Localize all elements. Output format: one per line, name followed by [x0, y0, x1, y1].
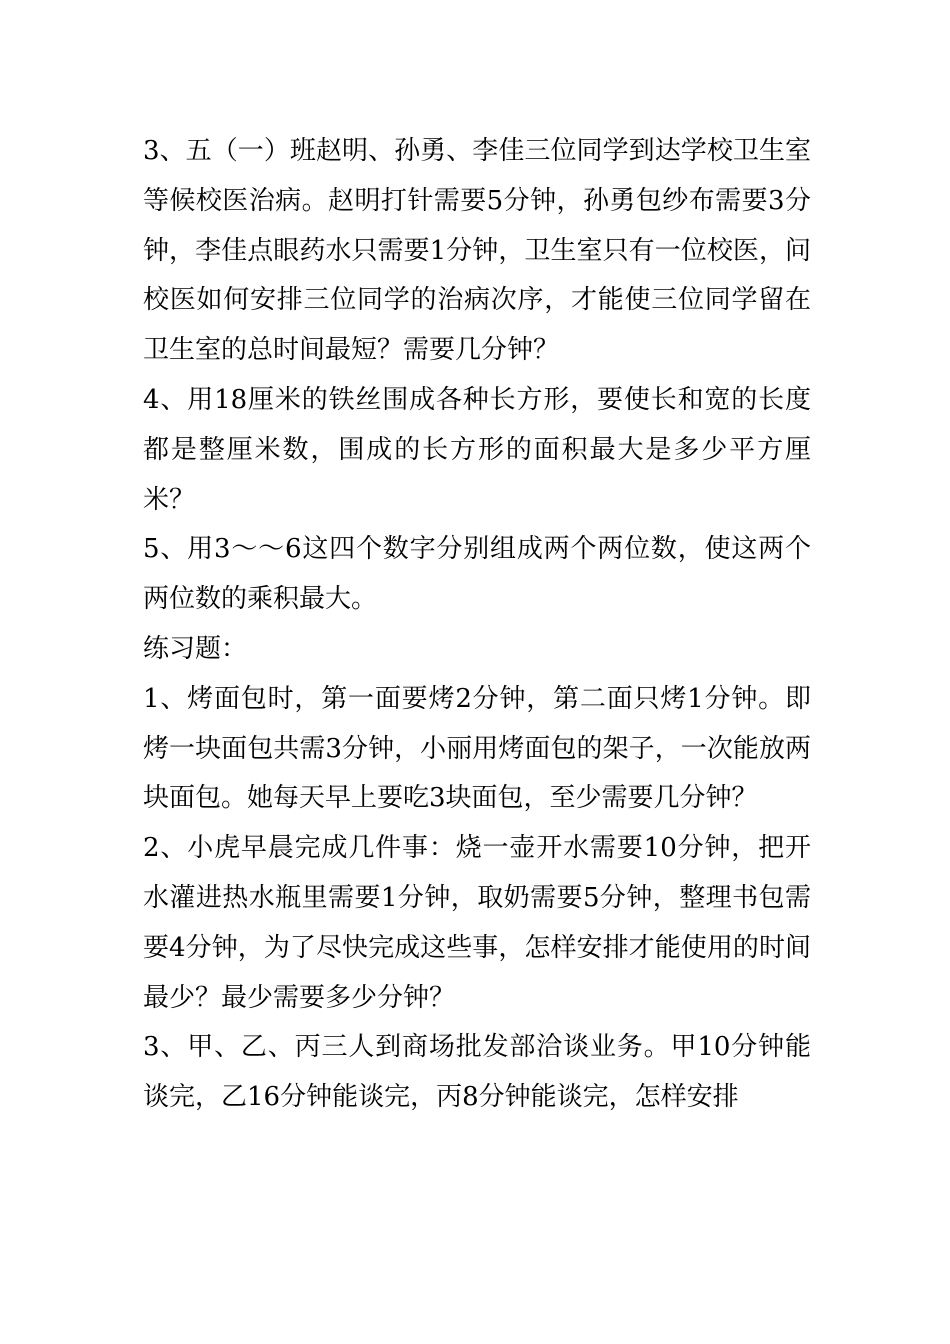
exercise-2-paragraph: 2、小虎早晨完成几件事：烧一壶开水需要10分钟，把开水灌进热水瓶里需要1分钟，取奶需要5分钟，整理书包需要4分钟，为了尽快完成这些事，怎样安排才能使用的时间最少？最少需要多少分钟？	[143, 833, 811, 1013]
problem-4-paragraph: 4、用18厘米的铁丝围成各种长方形，要使长和宽的长度都是整厘米数，围成的长方形的面积最大是多少平方厘米？	[143, 384, 811, 515]
exercise-1-paragraph: 1、烤面包时，第一面要烤2分钟，第二面只烤1分钟。即烤一块面包共需3分钟，小丽用烤面包的架子，一次能放两块面包。她每天早上要吃3块面包，至少需要几分钟？	[143, 683, 811, 814]
document-body	[143, 127, 811, 1123]
exercises-heading: 练习题：	[143, 633, 248, 664]
exercise-3-paragraph: 3、甲、乙、丙三人到商场批发部洽谈业务。甲10分钟能谈完，乙16分钟能谈完，丙8分钟能谈完，怎样安排	[143, 1032, 811, 1113]
problem-5-paragraph: 5、用3～～6这四个数字分别组成两个两位数，使这两个两位数的乘积最大。	[143, 534, 811, 615]
problem-3-paragraph: 3、五（一）班赵明、孙勇、李佳三位同学到达学校卫生室等候校医治病。赵明打针需要5分钟，孙勇包纱布需要3分钟，李佳点眼药水只需要1分钟，卫生室只有一位校医，问校医如何安排三位同学的治病次序，才能使三位同学留在卫生室的总时间最短？需要几分钟？	[143, 136, 811, 366]
